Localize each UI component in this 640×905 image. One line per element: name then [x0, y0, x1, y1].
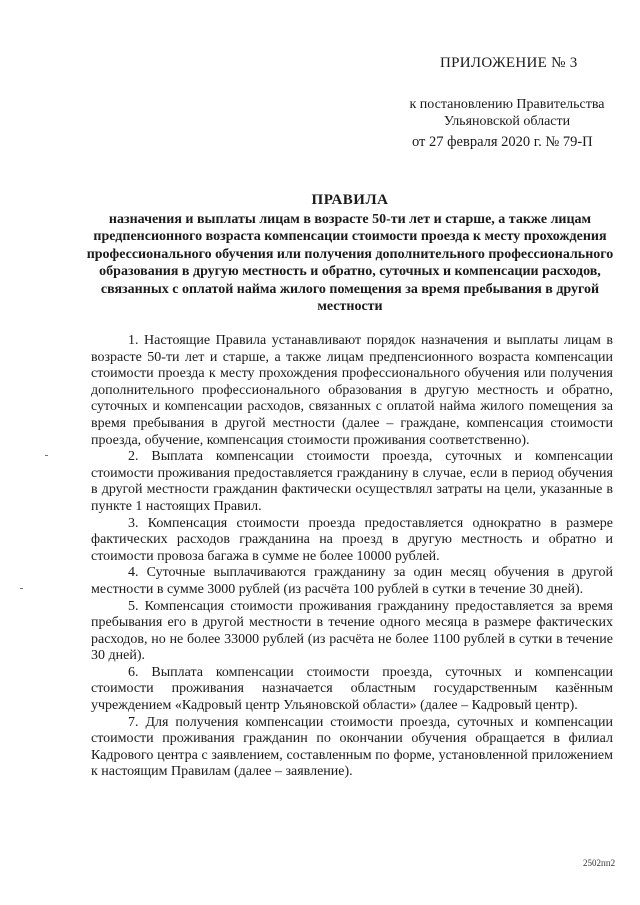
- document-body: [91, 333, 613, 781]
- page-code: 2502пп2: [583, 858, 616, 868]
- title-main: ПРАВИЛА: [311, 192, 389, 208]
- paragraph-2: 2. Выплата компенсации стоимости проезда, суточных и компенсации стоимости проживания предоставляется гражданину в случае, если в период обучения в другой местности гражданин фактически осуществлял затраты на цели, указанные в пункте 1 настоящих Правил.: [91, 449, 613, 514]
- paragraph-5: 5. Компенсация стоимости проживания гражданину предоставляется за время пребывания его в другой местности в течение одного месяца в размере фактических расходов, но не более 33000 рублей (из расчёта не более 1100 рублей в сутки в течение 30 дней).: [91, 598, 613, 664]
- annex-number: ПРИЛОЖЕНИЕ № 3: [440, 55, 578, 71]
- title-subtitle: назначения и выплаты лицам в возрасте 50-ти лет и старше, а также лицам предпенсионного возраста компенсации стоимости проезда к месту прохождения профессионального обучения или получения дополнительного профессионального образования в другую местность и обратно, суточных и компенсации расходов, связанных с оплатой найма жилого помещения за время пребывания в другой местности: [86, 211, 614, 314]
- paragraph-4: 4. Суточные выплачиваются гражданину за один месяц обучения в другой местности в сумме 3000 рублей (из расчёта 100 рублей в сутки в течение 30 дней).: [91, 565, 613, 597]
- paragraph-6: 6. Выплата компенсации стоимости проезда, суточных и компенсации стоимости проживания назначается областным государственным казённым учреждением «Кадровый центр Ульяновской области» (далее – Кадровый центр).: [91, 664, 613, 714]
- decree-date: от 27 февраля 2020 г. № 79-П: [412, 134, 593, 150]
- scan-speck: [45, 455, 48, 456]
- paragraph-7: 7. Для получения компенсации стоимости проезда, суточных и компенсации стоимости проживания гражданин по окончании обучения обращается в филиал Кадрового центра с заявлением, составленным по форме, установленной приложением к настоящим Правилам (далее – заявление).: [91, 714, 613, 780]
- document-title: [86, 192, 614, 316]
- paragraph-3: 3. Компенсация стоимости проезда предоставляется однократно в размере фактических расходов гражданина на проезд в другую местность и обратно и стоимости провоза багажа в сумме не более 10000 рублей.: [91, 515, 613, 564]
- decree-line-2: Ульяновской области: [443, 114, 571, 129]
- scan-speck: [20, 588, 23, 589]
- decree-line-1: к постановлению Правительства: [409, 97, 605, 112]
- paragraph-1: 1. Настоящие Правила устанавливают порядок назначения и выплаты лицам в возрасте 50-ти лет и старше, а также лицам предпенсионного возраста компенсации стоимости проезда к месту прохождения профессионального обучения или получения дополнительного профессионального образования в другую местность и обратно, суточных и компенсации расходов, связанных с оплатой найма жилого помещения за время пребывания в другой местности (далее – граждане, компенсация стоимости проезда, обучение, компенсация стоимости проживания соответственно).: [91, 333, 613, 448]
- decree-reference: [392, 96, 622, 130]
